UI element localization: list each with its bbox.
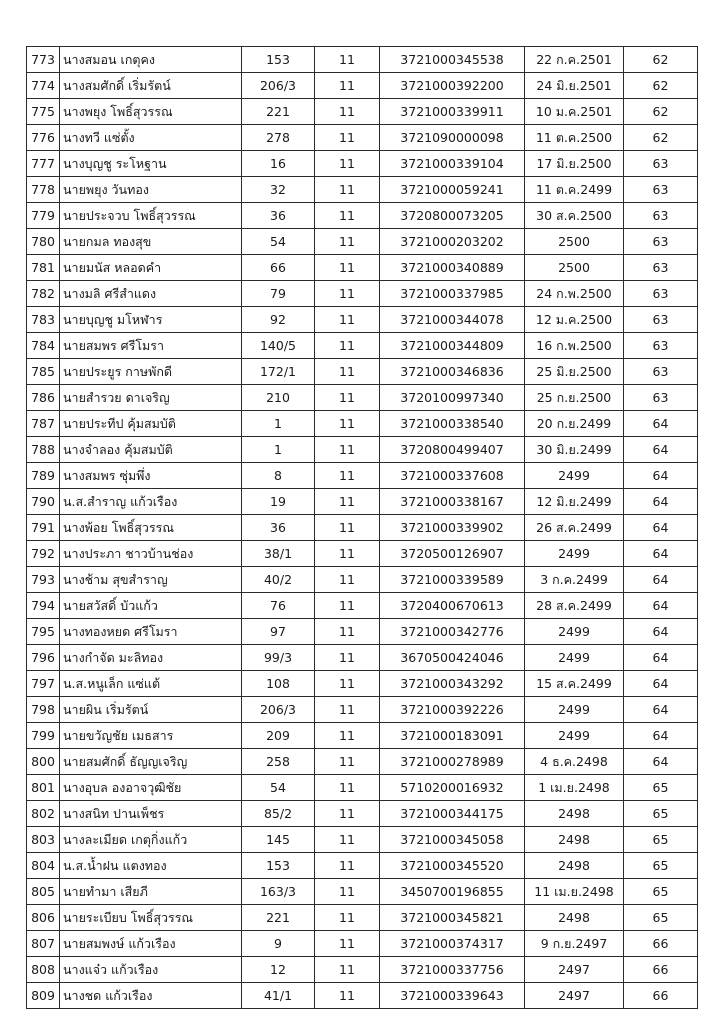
village-number-cell: 11 bbox=[315, 125, 380, 151]
table-row bbox=[27, 931, 698, 957]
name-cell: นางทองหยด ศรีโมรา bbox=[60, 619, 242, 645]
name-cell: นายมนัส หลอดคำ bbox=[60, 255, 242, 281]
name-cell: นางพยุง โพธิ์สุวรรณ bbox=[60, 99, 242, 125]
citizen-id-cell: 3721000344175 bbox=[380, 801, 525, 827]
table-row bbox=[27, 177, 698, 203]
age-cell: 64 bbox=[624, 723, 698, 749]
table-row bbox=[27, 463, 698, 489]
table-row bbox=[27, 541, 698, 567]
row-number-cell: 787 bbox=[27, 411, 60, 437]
house-number-cell: 221 bbox=[242, 99, 315, 125]
village-number-cell: 11 bbox=[315, 645, 380, 671]
house-number-cell: 258 bbox=[242, 749, 315, 775]
row-number-cell: 778 bbox=[27, 177, 60, 203]
name-cell: นางจำลอง คุ้มสมบัติ bbox=[60, 437, 242, 463]
house-number-cell: 41/1 bbox=[242, 983, 315, 1009]
table-row bbox=[27, 385, 698, 411]
citizen-id-cell: 3721000340889 bbox=[380, 255, 525, 281]
village-number-cell: 11 bbox=[315, 463, 380, 489]
village-number-cell: 11 bbox=[315, 541, 380, 567]
birth-date-cell: 11 เม.ย.2498 bbox=[525, 879, 624, 905]
village-number-cell: 11 bbox=[315, 151, 380, 177]
village-number-cell: 11 bbox=[315, 281, 380, 307]
table-row bbox=[27, 99, 698, 125]
age-cell: 63 bbox=[624, 307, 698, 333]
birth-date-cell: 11 ต.ค.2500 bbox=[525, 125, 624, 151]
citizen-id-cell: 3721000339902 bbox=[380, 515, 525, 541]
birth-date-cell: 2499 bbox=[525, 723, 624, 749]
name-cell: นางชด แก้วเรือง bbox=[60, 983, 242, 1009]
birth-date-cell: 2497 bbox=[525, 957, 624, 983]
row-number-cell: 777 bbox=[27, 151, 60, 177]
birth-date-cell: 2498 bbox=[525, 905, 624, 931]
name-cell: นายบุญชู มโหฬาร bbox=[60, 307, 242, 333]
table-row bbox=[27, 567, 698, 593]
birth-date-cell: 2498 bbox=[525, 853, 624, 879]
table-row bbox=[27, 437, 698, 463]
house-number-cell: 79 bbox=[242, 281, 315, 307]
name-cell: นายพยุง วันทอง bbox=[60, 177, 242, 203]
birth-date-cell: 25 ก.ย.2500 bbox=[525, 385, 624, 411]
name-cell: นางสมอน เกตุคง bbox=[60, 47, 242, 73]
age-cell: 62 bbox=[624, 47, 698, 73]
citizen-id-cell: 3720500126907 bbox=[380, 541, 525, 567]
house-number-cell: 145 bbox=[242, 827, 315, 853]
name-cell: นางสมพร ซุ่มพึ่ง bbox=[60, 463, 242, 489]
birth-date-cell: 2500 bbox=[525, 229, 624, 255]
house-number-cell: 85/2 bbox=[242, 801, 315, 827]
birth-date-cell: 24 มิ.ย.2501 bbox=[525, 73, 624, 99]
age-cell: 64 bbox=[624, 593, 698, 619]
birth-date-cell: 2499 bbox=[525, 463, 624, 489]
name-cell: นายสมพร ศรีโมรา bbox=[60, 333, 242, 359]
row-number-cell: 790 bbox=[27, 489, 60, 515]
house-number-cell: 76 bbox=[242, 593, 315, 619]
row-number-cell: 783 bbox=[27, 307, 60, 333]
citizen-id-cell: 3721000337756 bbox=[380, 957, 525, 983]
age-cell: 63 bbox=[624, 203, 698, 229]
citizen-id-cell: 3720800073205 bbox=[380, 203, 525, 229]
village-number-cell: 11 bbox=[315, 749, 380, 775]
row-number-cell: 792 bbox=[27, 541, 60, 567]
row-number-cell: 781 bbox=[27, 255, 60, 281]
citizen-id-cell: 3721000344078 bbox=[380, 307, 525, 333]
house-number-cell: 12 bbox=[242, 957, 315, 983]
age-cell: 64 bbox=[624, 411, 698, 437]
name-cell: นางละเมียด เกตุกิ่งแก้ว bbox=[60, 827, 242, 853]
village-number-cell: 11 bbox=[315, 775, 380, 801]
house-number-cell: 97 bbox=[242, 619, 315, 645]
birth-date-cell: 30 ส.ค.2500 bbox=[525, 203, 624, 229]
table-row bbox=[27, 645, 698, 671]
table-row bbox=[27, 515, 698, 541]
age-cell: 63 bbox=[624, 255, 698, 281]
birth-date-cell: 2499 bbox=[525, 645, 624, 671]
age-cell: 63 bbox=[624, 229, 698, 255]
citizen-id-cell: 3721000345821 bbox=[380, 905, 525, 931]
birth-date-cell: 4 ธ.ค.2498 bbox=[525, 749, 624, 775]
village-number-cell: 11 bbox=[315, 203, 380, 229]
age-cell: 62 bbox=[624, 125, 698, 151]
house-number-cell: 19 bbox=[242, 489, 315, 515]
row-number-cell: 803 bbox=[27, 827, 60, 853]
birth-date-cell: 2498 bbox=[525, 801, 624, 827]
house-number-cell: 172/1 bbox=[242, 359, 315, 385]
row-number-cell: 785 bbox=[27, 359, 60, 385]
citizen-id-cell: 3720100997340 bbox=[380, 385, 525, 411]
row-number-cell: 806 bbox=[27, 905, 60, 931]
row-number-cell: 805 bbox=[27, 879, 60, 905]
house-number-cell: 108 bbox=[242, 671, 315, 697]
house-number-cell: 99/3 bbox=[242, 645, 315, 671]
name-cell: นางบุญชู ระโหฐาน bbox=[60, 151, 242, 177]
elderly-register-table bbox=[26, 46, 698, 1009]
row-number-cell: 788 bbox=[27, 437, 60, 463]
citizen-id-cell: 3721000338540 bbox=[380, 411, 525, 437]
house-number-cell: 163/3 bbox=[242, 879, 315, 905]
age-cell: 64 bbox=[624, 463, 698, 489]
village-number-cell: 11 bbox=[315, 853, 380, 879]
row-number-cell: 801 bbox=[27, 775, 60, 801]
house-number-cell: 9 bbox=[242, 931, 315, 957]
age-cell: 62 bbox=[624, 99, 698, 125]
birth-date-cell: 9 ก.ย.2497 bbox=[525, 931, 624, 957]
row-number-cell: 799 bbox=[27, 723, 60, 749]
birth-date-cell: 16 ก.พ.2500 bbox=[525, 333, 624, 359]
citizen-id-cell: 3721000183091 bbox=[380, 723, 525, 749]
row-number-cell: 796 bbox=[27, 645, 60, 671]
village-number-cell: 11 bbox=[315, 385, 380, 411]
village-number-cell: 11 bbox=[315, 723, 380, 749]
age-cell: 64 bbox=[624, 671, 698, 697]
table-row bbox=[27, 203, 698, 229]
row-number-cell: 804 bbox=[27, 853, 60, 879]
row-number-cell: 784 bbox=[27, 333, 60, 359]
table-row bbox=[27, 775, 698, 801]
table-row bbox=[27, 255, 698, 281]
age-cell: 64 bbox=[624, 567, 698, 593]
citizen-id-cell: 3721000339911 bbox=[380, 99, 525, 125]
table-row bbox=[27, 983, 698, 1009]
row-number-cell: 793 bbox=[27, 567, 60, 593]
row-number-cell: 795 bbox=[27, 619, 60, 645]
table-body bbox=[27, 47, 698, 1009]
citizen-id-cell: 3721000344809 bbox=[380, 333, 525, 359]
name-cell: นายทำมา เสียภี bbox=[60, 879, 242, 905]
row-number-cell: 809 bbox=[27, 983, 60, 1009]
name-cell: นางสมศักดิ์ เริ่มรัตน์ bbox=[60, 73, 242, 99]
citizen-id-cell: 3721000345058 bbox=[380, 827, 525, 853]
name-cell: นางทวี แซ่ตั้ง bbox=[60, 125, 242, 151]
table-row bbox=[27, 749, 698, 775]
citizen-id-cell: 3721000339589 bbox=[380, 567, 525, 593]
age-cell: 63 bbox=[624, 281, 698, 307]
village-number-cell: 11 bbox=[315, 671, 380, 697]
house-number-cell: 8 bbox=[242, 463, 315, 489]
house-number-cell: 206/3 bbox=[242, 697, 315, 723]
village-number-cell: 11 bbox=[315, 801, 380, 827]
row-number-cell: 775 bbox=[27, 99, 60, 125]
house-number-cell: 1 bbox=[242, 411, 315, 437]
row-number-cell: 782 bbox=[27, 281, 60, 307]
table-row bbox=[27, 333, 698, 359]
age-cell: 65 bbox=[624, 775, 698, 801]
birth-date-cell: 12 มิ.ย.2499 bbox=[525, 489, 624, 515]
age-cell: 64 bbox=[624, 515, 698, 541]
village-number-cell: 11 bbox=[315, 177, 380, 203]
village-number-cell: 11 bbox=[315, 957, 380, 983]
row-number-cell: 774 bbox=[27, 73, 60, 99]
house-number-cell: 1 bbox=[242, 437, 315, 463]
age-cell: 63 bbox=[624, 385, 698, 411]
house-number-cell: 54 bbox=[242, 775, 315, 801]
village-number-cell: 11 bbox=[315, 47, 380, 73]
citizen-id-cell: 3721000345538 bbox=[380, 47, 525, 73]
house-number-cell: 16 bbox=[242, 151, 315, 177]
house-number-cell: 92 bbox=[242, 307, 315, 333]
table-row bbox=[27, 957, 698, 983]
table-row bbox=[27, 229, 698, 255]
citizen-id-cell: 3721000339643 bbox=[380, 983, 525, 1009]
village-number-cell: 11 bbox=[315, 593, 380, 619]
citizen-id-cell: 3721000337608 bbox=[380, 463, 525, 489]
citizen-id-cell: 3721000392200 bbox=[380, 73, 525, 99]
name-cell: นางมลิ ศรีสำแดง bbox=[60, 281, 242, 307]
citizen-id-cell: 3721000337985 bbox=[380, 281, 525, 307]
citizen-id-cell: 3721090000098 bbox=[380, 125, 525, 151]
name-cell: นายสวัสดิ์ บัวแก้ว bbox=[60, 593, 242, 619]
house-number-cell: 209 bbox=[242, 723, 315, 749]
village-number-cell: 11 bbox=[315, 827, 380, 853]
birth-date-cell: 2499 bbox=[525, 697, 624, 723]
age-cell: 65 bbox=[624, 827, 698, 853]
village-number-cell: 11 bbox=[315, 489, 380, 515]
birth-date-cell: 22 ก.ค.2501 bbox=[525, 47, 624, 73]
house-number-cell: 32 bbox=[242, 177, 315, 203]
table-row bbox=[27, 879, 698, 905]
row-number-cell: 776 bbox=[27, 125, 60, 151]
age-cell: 64 bbox=[624, 541, 698, 567]
name-cell: นายระเบียบ โพธิ์สุวรรณ bbox=[60, 905, 242, 931]
name-cell: นางประภา ชาวบ้านช่อง bbox=[60, 541, 242, 567]
table-row bbox=[27, 905, 698, 931]
birth-date-cell: 28 ส.ค.2499 bbox=[525, 593, 624, 619]
house-number-cell: 153 bbox=[242, 47, 315, 73]
table-row bbox=[27, 411, 698, 437]
name-cell: นายประจวบ โพธิ์สุวรรณ bbox=[60, 203, 242, 229]
birth-date-cell: 2498 bbox=[525, 827, 624, 853]
house-number-cell: 40/2 bbox=[242, 567, 315, 593]
citizen-id-cell: 3721000392226 bbox=[380, 697, 525, 723]
row-number-cell: 798 bbox=[27, 697, 60, 723]
age-cell: 66 bbox=[624, 931, 698, 957]
row-number-cell: 779 bbox=[27, 203, 60, 229]
name-cell: นายกมล ทองสุข bbox=[60, 229, 242, 255]
village-number-cell: 11 bbox=[315, 437, 380, 463]
age-cell: 65 bbox=[624, 801, 698, 827]
age-cell: 66 bbox=[624, 983, 698, 1009]
row-number-cell: 786 bbox=[27, 385, 60, 411]
row-number-cell: 791 bbox=[27, 515, 60, 541]
table-row bbox=[27, 801, 698, 827]
citizen-id-cell: 3721000342776 bbox=[380, 619, 525, 645]
village-number-cell: 11 bbox=[315, 307, 380, 333]
village-number-cell: 11 bbox=[315, 359, 380, 385]
age-cell: 65 bbox=[624, 905, 698, 931]
house-number-cell: 38/1 bbox=[242, 541, 315, 567]
age-cell: 65 bbox=[624, 853, 698, 879]
age-cell: 65 bbox=[624, 879, 698, 905]
row-number-cell: 800 bbox=[27, 749, 60, 775]
house-number-cell: 278 bbox=[242, 125, 315, 151]
birth-date-cell: 3 ก.ค.2499 bbox=[525, 567, 624, 593]
table-row bbox=[27, 47, 698, 73]
village-number-cell: 11 bbox=[315, 619, 380, 645]
table-row bbox=[27, 671, 698, 697]
name-cell: น.ส.สำราญ แก้วเรือง bbox=[60, 489, 242, 515]
table-row bbox=[27, 151, 698, 177]
table-row bbox=[27, 853, 698, 879]
table-row bbox=[27, 619, 698, 645]
birth-date-cell: 30 มิ.ย.2499 bbox=[525, 437, 624, 463]
citizen-id-cell: 3721000338167 bbox=[380, 489, 525, 515]
citizen-id-cell: 3670500424046 bbox=[380, 645, 525, 671]
age-cell: 63 bbox=[624, 359, 698, 385]
name-cell: นายประยูร กาษพักดี bbox=[60, 359, 242, 385]
house-number-cell: 66 bbox=[242, 255, 315, 281]
age-cell: 63 bbox=[624, 333, 698, 359]
name-cell: นางพ้อย โพธิ์สุวรรณ bbox=[60, 515, 242, 541]
birth-date-cell: 10 ม.ค.2501 bbox=[525, 99, 624, 125]
village-number-cell: 11 bbox=[315, 411, 380, 437]
village-number-cell: 11 bbox=[315, 697, 380, 723]
name-cell: นายสำรวย ดาเจริญ bbox=[60, 385, 242, 411]
birth-date-cell: 2497 bbox=[525, 983, 624, 1009]
house-number-cell: 36 bbox=[242, 203, 315, 229]
birth-date-cell: 25 มิ.ย.2500 bbox=[525, 359, 624, 385]
village-number-cell: 11 bbox=[315, 983, 380, 1009]
name-cell: น.ส.น้ำฝน แตงทอง bbox=[60, 853, 242, 879]
name-cell: นางช้าม สุขสำราญ bbox=[60, 567, 242, 593]
village-number-cell: 11 bbox=[315, 515, 380, 541]
table-row bbox=[27, 593, 698, 619]
birth-date-cell: 15 ส.ค.2499 bbox=[525, 671, 624, 697]
table-row bbox=[27, 73, 698, 99]
name-cell: นายผิน เริ่มรัตน์ bbox=[60, 697, 242, 723]
name-cell: น.ส.หนูเล็ก แซ่แต้ bbox=[60, 671, 242, 697]
citizen-id-cell: 3450700196855 bbox=[380, 879, 525, 905]
name-cell: นางอุบล องอาจวุฒิชัย bbox=[60, 775, 242, 801]
age-cell: 66 bbox=[624, 957, 698, 983]
name-cell: นายสมศักดิ์ ธัญญเจริญ bbox=[60, 749, 242, 775]
birth-date-cell: 20 ก.ย.2499 bbox=[525, 411, 624, 437]
row-number-cell: 789 bbox=[27, 463, 60, 489]
birth-date-cell: 24 ก.พ.2500 bbox=[525, 281, 624, 307]
birth-date-cell: 2500 bbox=[525, 255, 624, 281]
village-number-cell: 11 bbox=[315, 99, 380, 125]
citizen-id-cell: 3721000346836 bbox=[380, 359, 525, 385]
birth-date-cell: 12 ม.ค.2500 bbox=[525, 307, 624, 333]
age-cell: 64 bbox=[624, 489, 698, 515]
age-cell: 63 bbox=[624, 151, 698, 177]
table-row bbox=[27, 723, 698, 749]
name-cell: นายขวัญชัย เมธสาร bbox=[60, 723, 242, 749]
birth-date-cell: 11 ต.ค.2499 bbox=[525, 177, 624, 203]
birth-date-cell: 17 มิ.ย.2500 bbox=[525, 151, 624, 177]
birth-date-cell: 1 เม.ย.2498 bbox=[525, 775, 624, 801]
table-row bbox=[27, 489, 698, 515]
citizen-id-cell: 3720800499407 bbox=[380, 437, 525, 463]
village-number-cell: 11 bbox=[315, 905, 380, 931]
house-number-cell: 54 bbox=[242, 229, 315, 255]
row-number-cell: 797 bbox=[27, 671, 60, 697]
house-number-cell: 221 bbox=[242, 905, 315, 931]
age-cell: 64 bbox=[624, 645, 698, 671]
name-cell: นางสนิท ปานเพ็ชร bbox=[60, 801, 242, 827]
age-cell: 64 bbox=[624, 749, 698, 775]
table-row bbox=[27, 827, 698, 853]
row-number-cell: 794 bbox=[27, 593, 60, 619]
house-number-cell: 210 bbox=[242, 385, 315, 411]
citizen-id-cell: 3721000203202 bbox=[380, 229, 525, 255]
row-number-cell: 807 bbox=[27, 931, 60, 957]
citizen-id-cell: 3721000345520 bbox=[380, 853, 525, 879]
house-number-cell: 206/3 bbox=[242, 73, 315, 99]
village-number-cell: 11 bbox=[315, 229, 380, 255]
birth-date-cell: 26 ส.ค.2499 bbox=[525, 515, 624, 541]
age-cell: 64 bbox=[624, 437, 698, 463]
row-number-cell: 808 bbox=[27, 957, 60, 983]
citizen-id-cell: 3721000343292 bbox=[380, 671, 525, 697]
citizen-id-cell: 3721000374317 bbox=[380, 931, 525, 957]
birth-date-cell: 2499 bbox=[525, 619, 624, 645]
citizen-id-cell: 3720400670613 bbox=[380, 593, 525, 619]
name-cell: นางกำจัด มะลิทอง bbox=[60, 645, 242, 671]
row-number-cell: 773 bbox=[27, 47, 60, 73]
table-row bbox=[27, 125, 698, 151]
table-row bbox=[27, 281, 698, 307]
name-cell: นายประทีป คุ้มสมบัติ bbox=[60, 411, 242, 437]
age-cell: 63 bbox=[624, 177, 698, 203]
village-number-cell: 11 bbox=[315, 333, 380, 359]
birth-date-cell: 2499 bbox=[525, 541, 624, 567]
citizen-id-cell: 3721000278989 bbox=[380, 749, 525, 775]
row-number-cell: 802 bbox=[27, 801, 60, 827]
village-number-cell: 11 bbox=[315, 567, 380, 593]
name-cell: นางแจ๋ว แก้วเรือง bbox=[60, 957, 242, 983]
house-number-cell: 36 bbox=[242, 515, 315, 541]
citizen-id-cell: 3721000339104 bbox=[380, 151, 525, 177]
table-row bbox=[27, 359, 698, 385]
name-cell: นายสมพงษ์ แก้วเรือง bbox=[60, 931, 242, 957]
age-cell: 62 bbox=[624, 73, 698, 99]
table-row bbox=[27, 307, 698, 333]
table-row bbox=[27, 697, 698, 723]
house-number-cell: 140/5 bbox=[242, 333, 315, 359]
age-cell: 64 bbox=[624, 619, 698, 645]
row-number-cell: 780 bbox=[27, 229, 60, 255]
village-number-cell: 11 bbox=[315, 73, 380, 99]
village-number-cell: 11 bbox=[315, 255, 380, 281]
citizen-id-cell: 3721000059241 bbox=[380, 177, 525, 203]
age-cell: 64 bbox=[624, 697, 698, 723]
house-number-cell: 153 bbox=[242, 853, 315, 879]
citizen-id-cell: 5710200016932 bbox=[380, 775, 525, 801]
village-number-cell: 11 bbox=[315, 931, 380, 957]
village-number-cell: 11 bbox=[315, 879, 380, 905]
